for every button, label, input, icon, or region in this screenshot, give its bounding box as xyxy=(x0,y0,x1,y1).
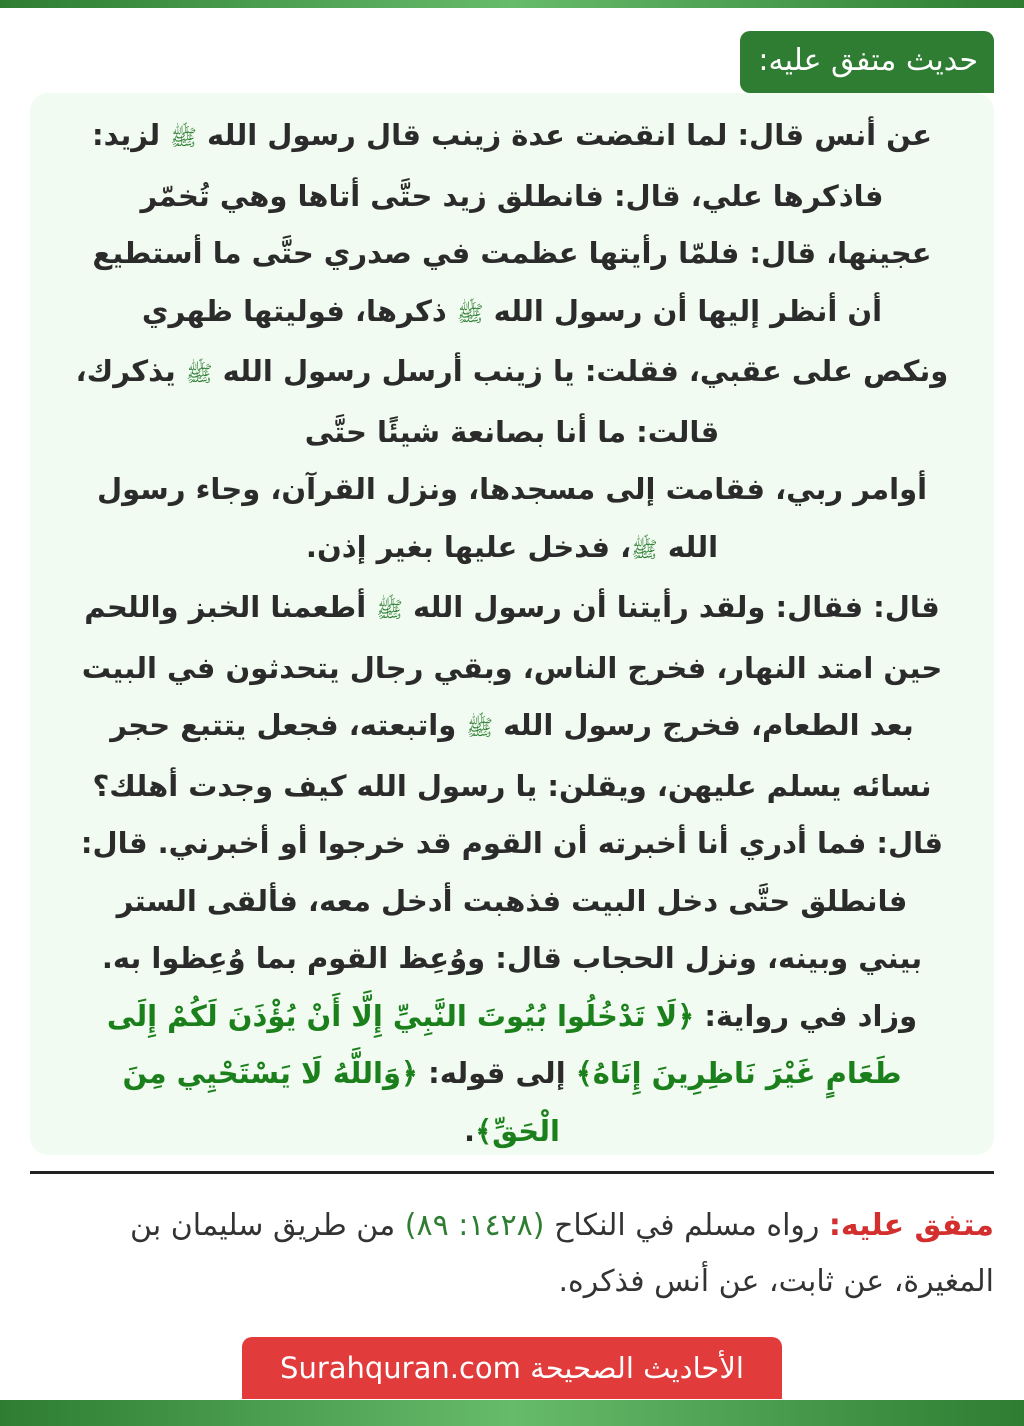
hadith-line: عجينها، قال: فلمّا رأيتها عظمت في صدري حتَّى ما أستطيع xyxy=(92,236,932,270)
hadith-line: قالت: ما أنا بصانعة شيئًا حتَّى xyxy=(304,414,720,449)
riwaya-line: وزاد في رواية: ﴿لَا تَدْخُلُوا بُيُوتَ النَّبِيِّ إِلَّا أَنْ يُؤْذَنَ لَكُمْ إِلَى xyxy=(106,998,918,1033)
takhrij-line: متفق عليه: رواه مسلم في النكاح (١٤٢٨: ٨٩) من طريق سليمان بن xyxy=(130,1208,994,1243)
hadith-line: قال: فقال: ولقد رأيتنا أن رسول الله ﷺ أطعمنا الخبز واللحم xyxy=(84,590,940,624)
hadith-line: بعد الطعام، فخرج رسول الله ﷺ واتبعته، فجعل يتتبع حجر xyxy=(110,708,914,742)
quran-verse: ﴿لَا تَدْخُلُوا بُيُوتَ النَّبِيِّ إِلَّا أَنْ يُؤْذَنَ لَكُمْ إِلَى xyxy=(106,998,695,1033)
grade-label: متفق عليه: xyxy=(828,1208,994,1243)
hadith-line: ونكص على عقبي، فقلت: يا زينب أرسل رسول الله ﷺ يذكرك، xyxy=(75,354,949,388)
salla-symbol: ﷺ xyxy=(185,362,213,387)
hadith-line: أن أنظر إليها أن رسول الله ﷺ ذكرها، فوليتها ظهري xyxy=(141,293,883,328)
hadith-line: أوامر ربي، فقامت إلى مسجدها، ونزل القرآن، وجاء رسول xyxy=(96,472,928,506)
salla-symbol: ﷺ xyxy=(170,126,197,151)
hadith-line: نسائه يسلم عليهن، ويقلن: يا رسول الله كيف وجدت أهلك؟ xyxy=(92,768,932,803)
takhrij-text xyxy=(30,1198,994,1310)
section-divider xyxy=(30,1171,994,1174)
salla-symbol: ﷺ xyxy=(631,537,658,563)
hadith-line: فاذكرها علي، قال: فانطلق زيد حتَّى أتاها وهي تُخمّر xyxy=(140,178,884,213)
top-accent-bar xyxy=(0,0,1024,8)
bottom-accent-bar xyxy=(0,1400,1024,1426)
hadith-line: فانطلق حتَّى دخل البيت فذهبت أدخل معه، فألقى الستر xyxy=(116,883,908,918)
quran-verse: الْحَقِّ﴾ xyxy=(475,1113,560,1148)
hadith-reference: (١٤٢٨: ٨٩) xyxy=(404,1208,545,1243)
salla-symbol: ﷺ xyxy=(376,598,403,623)
site-badge[interactable]: الأحاديث الصحيحة Surahquran.com xyxy=(242,1337,782,1399)
hadith-line: الله ﷺ، فدخل عليها بغير إذن. xyxy=(305,529,719,564)
hadith-line: حين امتد النهار، فخرج الناس، وبقي رجال يتحدثون في البيت xyxy=(81,650,943,685)
salla-symbol: ﷺ xyxy=(466,716,493,741)
riwaya-line: طَعَامٍ غَيْرَ نَاظِرِينَ إِنَاهُ﴾ إلى قوله: ﴿وَاللَّهُ لَا يَسْتَحْيِي مِنَ xyxy=(122,1056,902,1090)
salla-symbol: ﷺ xyxy=(456,301,484,327)
quran-verse: طَعَامٍ غَيْرَ نَاظِرِينَ إِنَاهُ﴾ xyxy=(575,1056,902,1090)
hadith-text xyxy=(50,107,974,1160)
takhrij-line: المغيرة، عن ثابت، عن أنس فذكره. xyxy=(558,1264,994,1299)
section-title-badge: حديث متفق عليه: xyxy=(740,31,994,93)
hadith-line: بيني وبينه، ونزل الحجاب قال: ووُعِظ القوم بما وُعِظوا به. xyxy=(101,941,923,975)
hadith-box xyxy=(30,93,994,1155)
riwaya-line: الْحَقِّ﴾. xyxy=(464,1113,560,1148)
hadith-line: عن أنس قال: لما انقضت عدة زينب قال رسول الله ﷺ لزيد: xyxy=(91,118,933,152)
quran-verse: ﴿وَاللَّهُ لَا يَسْتَحْيِي مِنَ xyxy=(122,1056,419,1090)
hadith-line: قال: فما أدري أنا أخبرته أن القوم قد خرجوا أو أخبرني. قال: xyxy=(80,826,944,860)
